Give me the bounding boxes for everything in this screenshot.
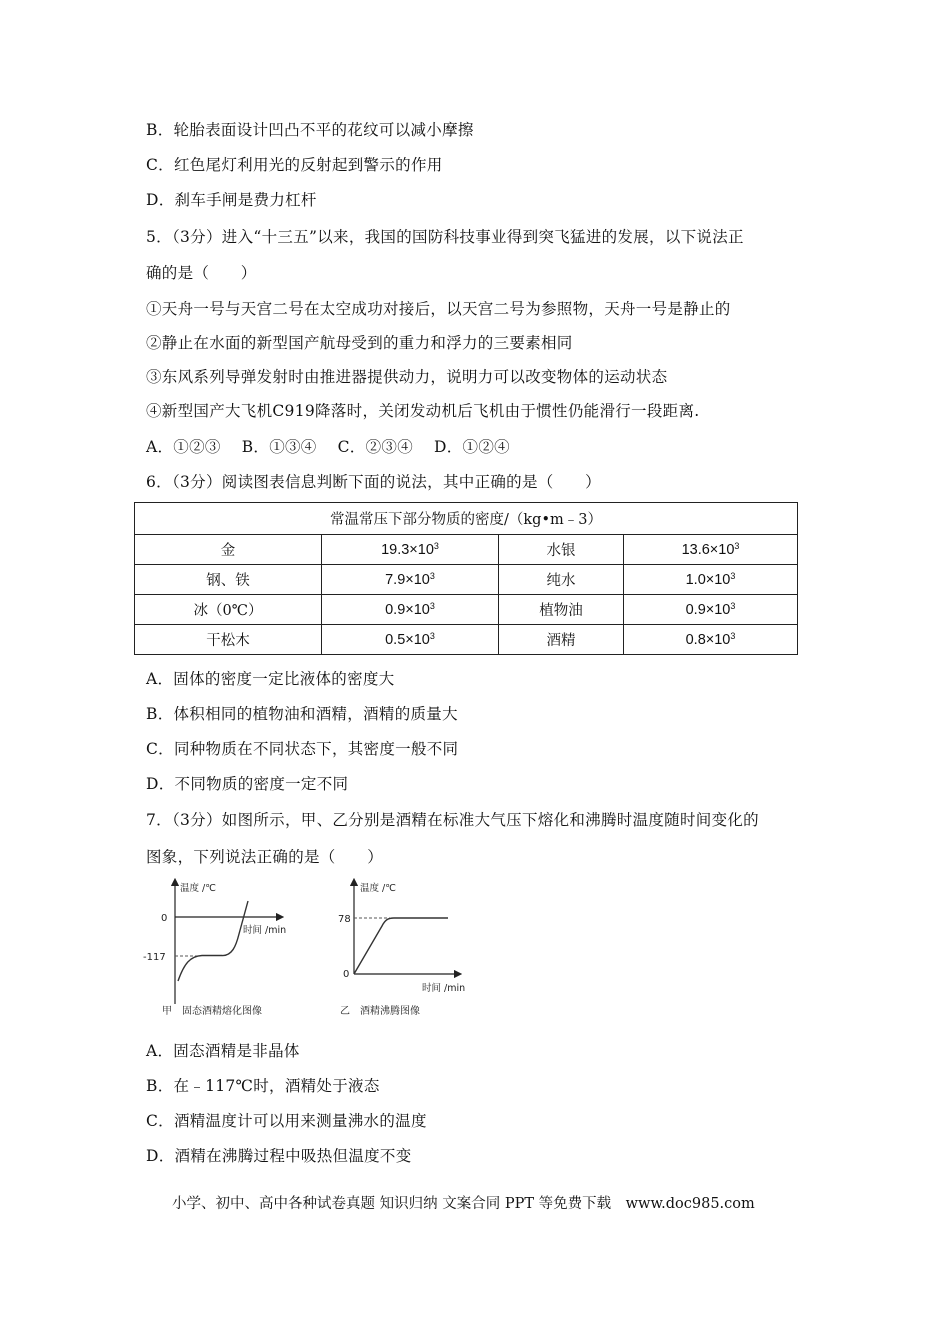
q6-option-d: D．不同物质的密度一定不同: [146, 775, 349, 793]
substance-cell: 酒精: [499, 625, 624, 655]
table-row: [135, 565, 798, 595]
q7-stem-line2: 图象，下列说法正确的是（ ）: [146, 848, 384, 866]
q5-options: A．①②③ B．①③④ C．②③④ D．①②④: [146, 438, 510, 456]
boiling-graph: [330, 876, 490, 1022]
q6-option-c: C．同种物质在不同状态下，其密度一般不同: [146, 740, 459, 758]
q5-stem-line1: 5．（3分）进入“十三五”以来，我国的国防科技事业得到突飞猛进的发展，以下说法正: [146, 228, 744, 246]
q6-option-b: B．体积相同的植物油和酒精，酒精的质量大: [146, 705, 458, 723]
q7-option-d: D．酒精在沸腾过程中吸热但温度不变: [146, 1147, 412, 1165]
substance-cell: 钢、铁: [135, 565, 322, 595]
substance-cell: 纯水: [499, 565, 624, 595]
q5-statement-3: ③东风系列导弹发射时由推进器提供动力，说明力可以改变物体的运动状态: [146, 368, 668, 386]
density-cell: $13.6\times 10^3$: [624, 535, 798, 565]
density-cell: $1.0\times 10^3$: [624, 565, 798, 595]
q6-option-a: A．固体的密度一定比液体的密度大: [146, 670, 395, 688]
melting-graph: [140, 876, 310, 1022]
q4-option-c: C．红色尾灯利用光的反射起到警示的作用: [146, 156, 443, 174]
density-cell: $19.3\times 10^3$: [322, 535, 499, 565]
boiling-curve: [354, 918, 448, 974]
x-axis-label: 时间 /min: [422, 983, 466, 994]
density-table: [134, 502, 798, 655]
density-cell: $0.9\times 10^3$: [322, 595, 499, 625]
y-axis-label: 温度 /℃: [180, 883, 216, 894]
tick-zero-label: 0: [161, 913, 168, 924]
substance-cell: 金: [135, 535, 322, 565]
q7-option-a: A．固态酒精是非晶体: [146, 1042, 300, 1060]
q7-option-b: B．在﹣117℃时，酒精处于液态: [146, 1077, 380, 1095]
graph-caption: 乙 酒精沸腾图像: [340, 1006, 420, 1017]
table-row: [135, 625, 798, 655]
q5-statement-4: ④新型国产大飞机C919降落时，关闭发动机后飞机由于惯性仍能滑行一段距离.: [146, 402, 700, 420]
substance-cell: 植物油: [499, 595, 624, 625]
q7-stem-line1: 7．（3分）如图所示，甲、乙分别是酒精在标准大气压下熔化和沸腾时温度随时间变化的: [146, 811, 759, 829]
substance-cell: 水银: [499, 535, 624, 565]
density-cell: $0.9\times 10^3$: [624, 595, 798, 625]
tick-melting-point-label: -117: [143, 952, 166, 963]
melting-curve: [178, 901, 248, 981]
q4-option-b: B．轮胎表面设计凹凸不平的花纹可以减小摩擦: [146, 121, 474, 139]
q7-option-c: C．酒精温度计可以用来测量沸水的温度: [146, 1112, 427, 1130]
q4-option-d: D．刹车手闸是费力杠杆: [146, 191, 317, 209]
density-cell: $0.5\times 10^3$: [322, 625, 499, 655]
density-cell: $0.8\times 10^3$: [624, 625, 798, 655]
tick-boiling-point-label: 78: [338, 914, 351, 925]
x-axis-label: 时间 /min: [243, 925, 287, 936]
table-row: [135, 595, 798, 625]
density-table-caption: 常温常压下部分物质的密度/（kg•m﹣3）: [135, 503, 798, 535]
graph-caption: 甲 固态酒精熔化图像: [162, 1006, 262, 1017]
page-footer: 小学、初中、高中各种试卷真题 知识归纳 文案合同 PPT 等免费下载 www.doc985.com: [172, 1196, 755, 1212]
substance-cell: 干松木: [135, 625, 322, 655]
tick-zero-label: 0: [343, 969, 350, 980]
substance-cell: 冰（0℃）: [135, 595, 322, 625]
q5-statement-1: ①天舟一号与天宫二号在太空成功对接后，以天宫二号为参照物，天舟一号是静止的: [146, 300, 731, 318]
density-cell: $7.9\times 10^3$: [322, 565, 499, 595]
q6-stem: 6．（3分）阅读图表信息判断下面的说法，其中正确的是（ ）: [146, 473, 601, 491]
q5-stem-line2: 确的是（ ）: [146, 264, 257, 282]
table-row: [135, 535, 798, 565]
q5-statement-2: ②静止在水面的新型国产航母受到的重力和浮力的三要素相同: [146, 334, 573, 352]
y-axis-label: 温度 /℃: [360, 883, 396, 894]
